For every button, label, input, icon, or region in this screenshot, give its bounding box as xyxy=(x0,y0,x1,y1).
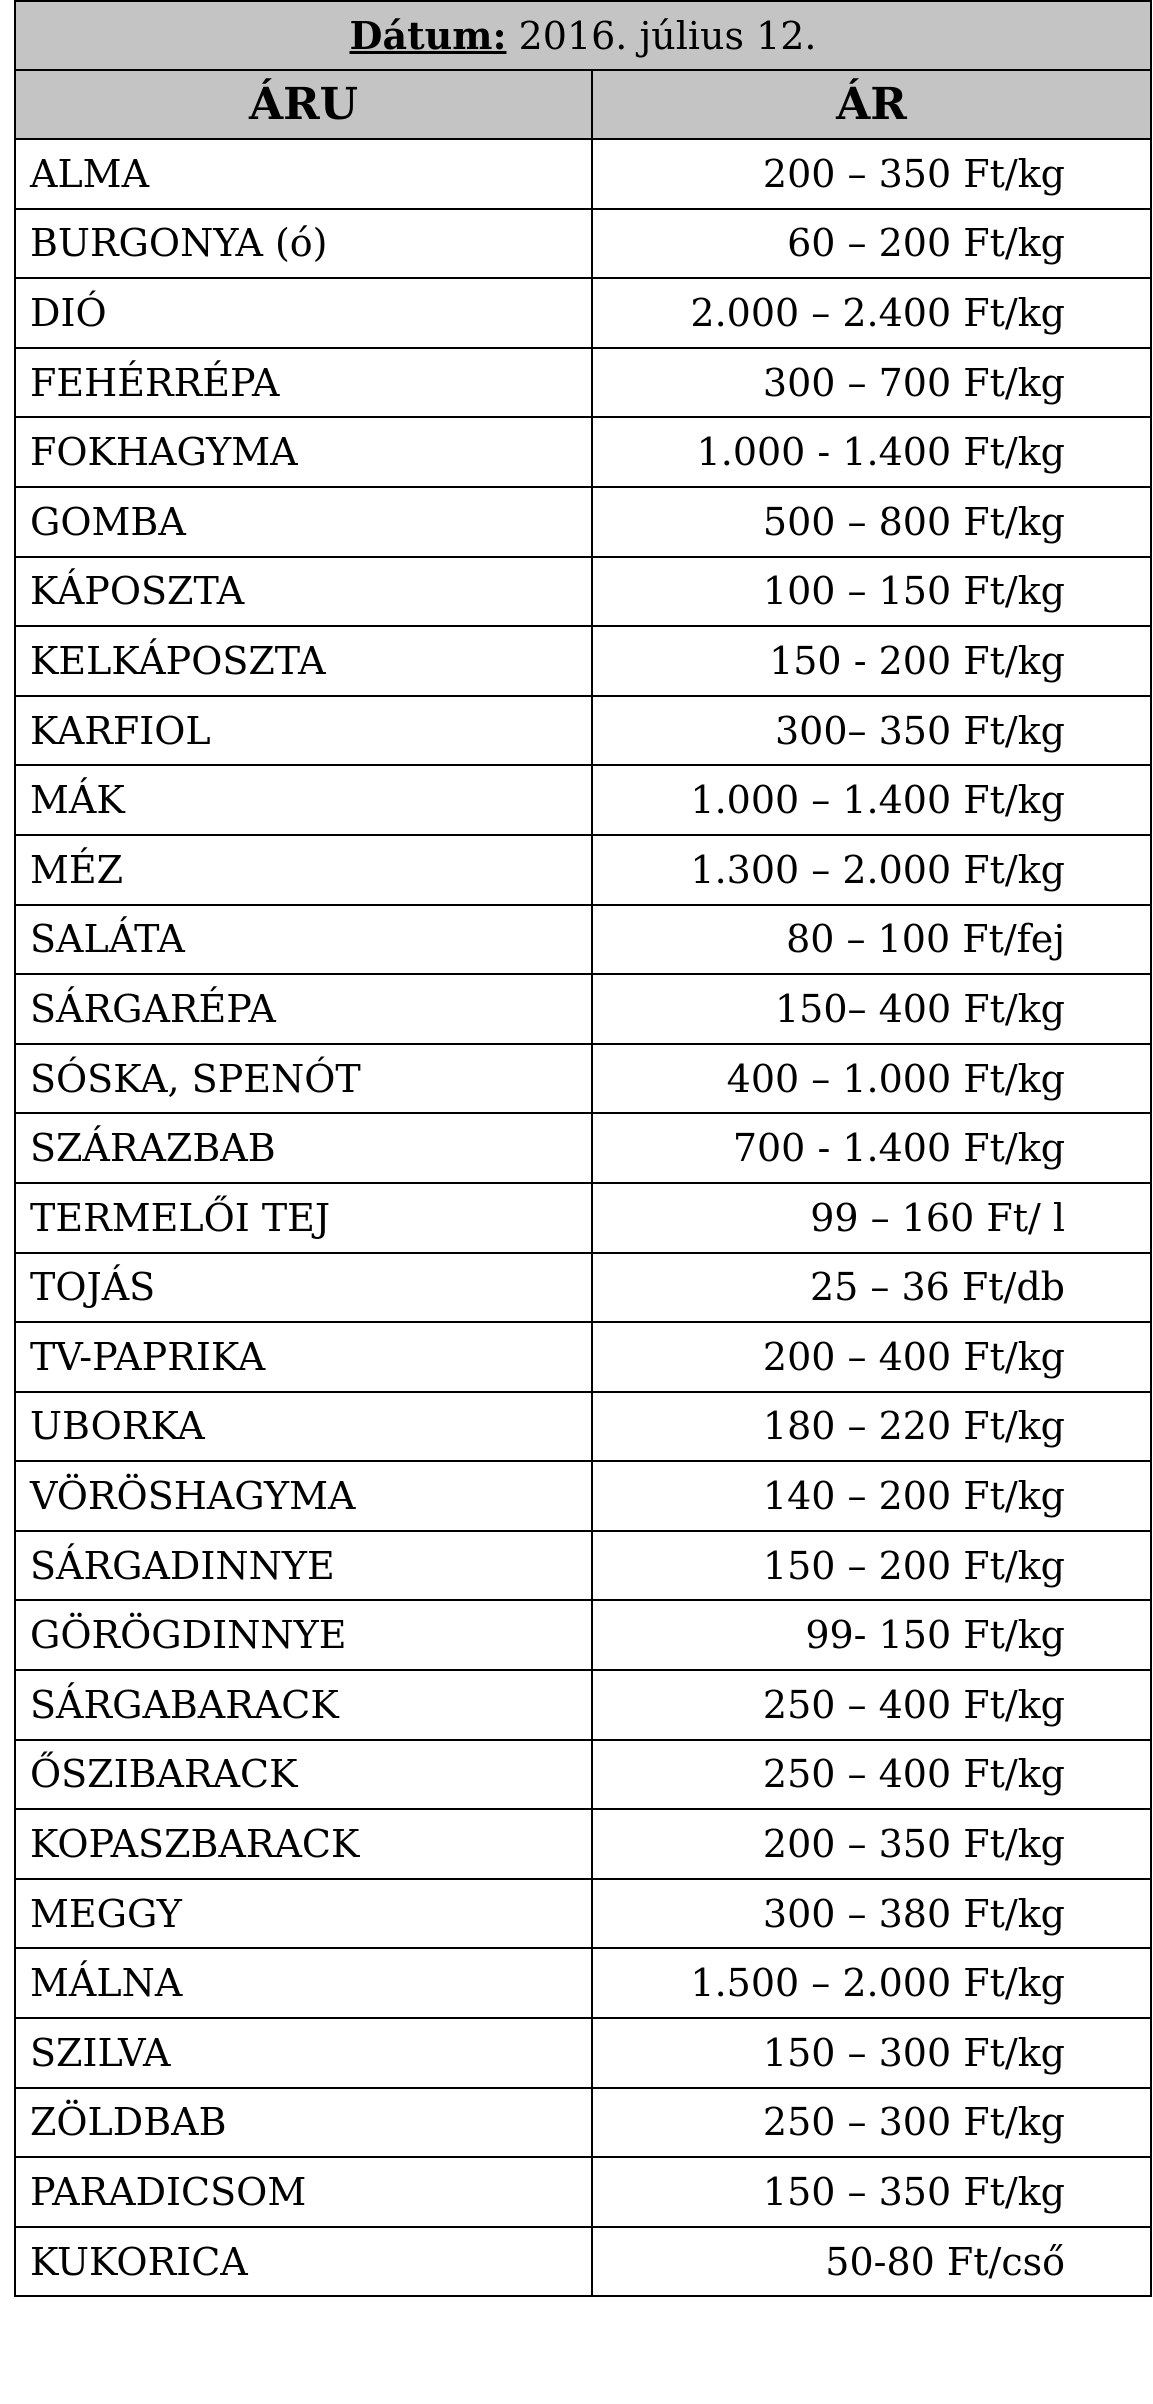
column-header-row xyxy=(15,70,1151,139)
price-cell: 1.500 – 2.000 Ft/kg xyxy=(592,1948,1151,2018)
product-name-cell: DIÓ xyxy=(15,278,592,348)
product-name-cell: ŐSZIBARACK xyxy=(15,1740,592,1810)
price-cell: 140 – 200 Ft/kg xyxy=(592,1461,1151,1531)
price-cell: 150 – 200 Ft/kg xyxy=(592,1531,1151,1601)
price-cell: 700 - 1.400 Ft/kg xyxy=(592,1113,1151,1183)
product-name-cell: TOJÁS xyxy=(15,1253,592,1323)
product-name-cell: FOKHAGYMA xyxy=(15,417,592,487)
table-row xyxy=(15,1253,1151,1323)
product-name-cell: SALÁTA xyxy=(15,905,592,975)
table-row xyxy=(15,1879,1151,1949)
price-cell: 300– 350 Ft/kg xyxy=(592,696,1151,766)
product-name-cell: ZÖLDBAB xyxy=(15,2088,592,2158)
price-cell: 99- 150 Ft/kg xyxy=(592,1600,1151,1670)
product-name-cell: UBORKA xyxy=(15,1392,592,1462)
product-name-cell: KOPASZBARACK xyxy=(15,1809,592,1879)
price-cell: 99 – 160 Ft/ l xyxy=(592,1183,1151,1253)
table-row xyxy=(15,278,1151,348)
table-row xyxy=(15,1392,1151,1462)
product-name-cell: ALMA xyxy=(15,139,592,209)
date-value: 2016. július 12. xyxy=(518,14,817,58)
product-name-cell: MÁLNA xyxy=(15,1948,592,2018)
table-row xyxy=(15,557,1151,627)
price-cell: 100 – 150 Ft/kg xyxy=(592,557,1151,627)
price-list-sheet xyxy=(14,0,1150,2297)
price-cell: 200 – 350 Ft/kg xyxy=(592,139,1151,209)
price-cell: 1.000 - 1.400 Ft/kg xyxy=(592,417,1151,487)
product-name-cell: VÖRÖSHAGYMA xyxy=(15,1461,592,1531)
price-cell: 500 – 800 Ft/kg xyxy=(592,487,1151,557)
table-row xyxy=(15,417,1151,487)
column-header-product: ÁRU xyxy=(15,70,592,139)
product-name-cell: SÁRGARÉPA xyxy=(15,974,592,1044)
table-row xyxy=(15,905,1151,975)
price-cell: 2.000 – 2.400 Ft/kg xyxy=(592,278,1151,348)
product-name-cell: MÁK xyxy=(15,765,592,835)
price-cell: 150 – 350 Ft/kg xyxy=(592,2157,1151,2227)
product-name-cell: SZÁRAZBAB xyxy=(15,1113,592,1183)
price-cell: 180 – 220 Ft/kg xyxy=(592,1392,1151,1462)
price-cell: 80 – 100 Ft/fej xyxy=(592,905,1151,975)
product-name-cell: TERMELŐI TEJ xyxy=(15,1183,592,1253)
table-row xyxy=(15,2018,1151,2088)
product-name-cell: BURGONYA (ó) xyxy=(15,209,592,279)
table-row xyxy=(15,1183,1151,1253)
product-name-cell: TV-PAPRIKA xyxy=(15,1322,592,1392)
table-row xyxy=(15,696,1151,766)
date-label: Dátum: xyxy=(349,13,507,58)
table-row xyxy=(15,1670,1151,1740)
product-name-cell: MÉZ xyxy=(15,835,592,905)
date-cell xyxy=(15,1,1151,70)
product-name-cell: GÖRÖGDINNYE xyxy=(15,1600,592,1670)
table-row xyxy=(15,765,1151,835)
product-name-cell: KARFIOL xyxy=(15,696,592,766)
price-cell: 150 - 200 Ft/kg xyxy=(592,626,1151,696)
column-header-price: ÁR xyxy=(592,70,1151,139)
product-name-cell: GOMBA xyxy=(15,487,592,557)
product-name-cell: SZILVA xyxy=(15,2018,592,2088)
table-row xyxy=(15,626,1151,696)
table-row xyxy=(15,2157,1151,2227)
table-row xyxy=(15,835,1151,905)
table-row xyxy=(15,487,1151,557)
table-row xyxy=(15,348,1151,418)
table-row xyxy=(15,974,1151,1044)
product-name-cell: KUKORICA xyxy=(15,2227,592,2297)
price-cell: 1.000 – 1.400 Ft/kg xyxy=(592,765,1151,835)
price-cell: 150 – 300 Ft/kg xyxy=(592,2018,1151,2088)
table-row xyxy=(15,1600,1151,1670)
table-row xyxy=(15,2088,1151,2158)
table-row xyxy=(15,1531,1151,1601)
table-row xyxy=(15,1740,1151,1810)
price-table xyxy=(14,0,1152,2297)
price-cell: 50-80 Ft/cső xyxy=(592,2227,1151,2297)
price-cell: 25 – 36 Ft/db xyxy=(592,1253,1151,1323)
date-row xyxy=(15,1,1151,70)
table-row xyxy=(15,139,1151,209)
product-name-cell: MEGGY xyxy=(15,1879,592,1949)
product-name-cell: PARADICSOM xyxy=(15,2157,592,2227)
table-row xyxy=(15,1322,1151,1392)
product-name-cell: KÁPOSZTA xyxy=(15,557,592,627)
price-cell: 400 – 1.000 Ft/kg xyxy=(592,1044,1151,1114)
price-cell: 200 – 350 Ft/kg xyxy=(592,1809,1151,1879)
price-cell: 300 – 700 Ft/kg xyxy=(592,348,1151,418)
product-name-cell: KELKÁPOSZTA xyxy=(15,626,592,696)
table-row xyxy=(15,1948,1151,2018)
price-cell: 250 – 300 Ft/kg xyxy=(592,2088,1151,2158)
price-cell: 250 – 400 Ft/kg xyxy=(592,1740,1151,1810)
product-name-cell: SÓSKA, SPENÓT xyxy=(15,1044,592,1114)
product-name-cell: SÁRGADINNYE xyxy=(15,1531,592,1601)
table-row xyxy=(15,1044,1151,1114)
price-cell: 1.300 – 2.000 Ft/kg xyxy=(592,835,1151,905)
price-cell: 300 – 380 Ft/kg xyxy=(592,1879,1151,1949)
table-row xyxy=(15,2227,1151,2297)
price-cell: 250 – 400 Ft/kg xyxy=(592,1670,1151,1740)
price-cell: 150– 400 Ft/kg xyxy=(592,974,1151,1044)
table-row xyxy=(15,1113,1151,1183)
table-row xyxy=(15,1809,1151,1879)
price-cell: 200 – 400 Ft/kg xyxy=(592,1322,1151,1392)
price-rows xyxy=(15,139,1151,2296)
product-name-cell: FEHÉRRÉPA xyxy=(15,348,592,418)
price-cell: 60 – 200 Ft/kg xyxy=(592,209,1151,279)
product-name-cell: SÁRGABARACK xyxy=(15,1670,592,1740)
table-row xyxy=(15,209,1151,279)
table-row xyxy=(15,1461,1151,1531)
